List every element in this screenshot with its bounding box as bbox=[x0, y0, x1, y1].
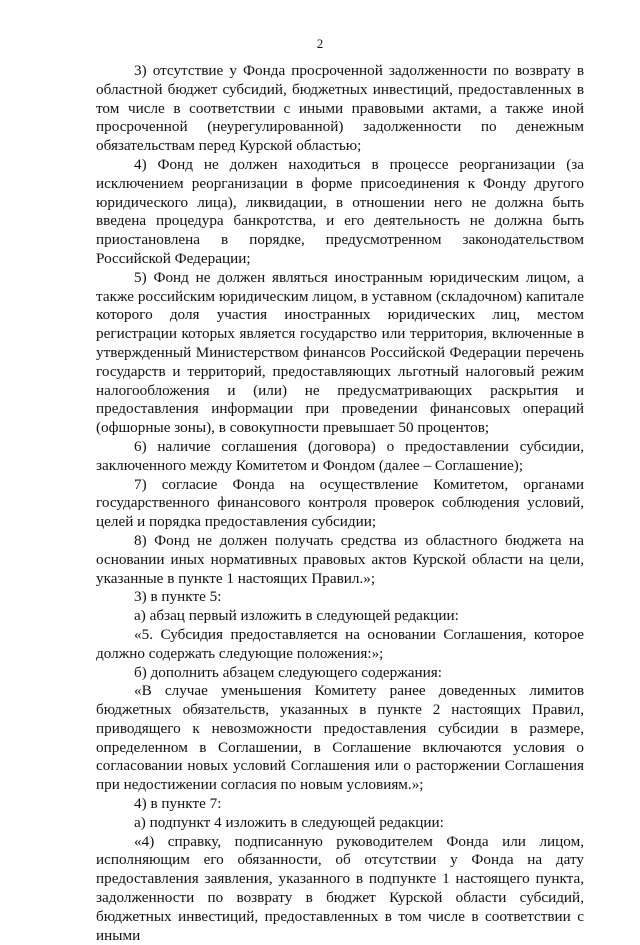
page-number: 2 bbox=[316, 36, 324, 51]
paragraph-amend-5b: б) дополнить абзацем следующего содержания: bbox=[134, 663, 442, 681]
paragraph-item-5-foreign-entity: 5) Фонд не должен являться иностранным юридическим лицом, а также российским юридическим лицом, в уставном (складочном) капитале которого доля участия иностранных юридических лиц, местом регистрации которых является государство или территория, включенные в утвержденный Министерством финансов Российской Федерации перечень государств и территорий, предоставляющих льготный налоговый режим налогообложения и (или) не предусматривающих раскрытия и предоставления информации при проведении финансовых операций (офшорные зоны), в совокупности превышает 50 процентов; bbox=[96, 268, 584, 437]
paragraph-item-3-arrears: 3) отсутствие у Фонда просроченной задолженности по возврату в областной бюджет субсидий, бюджетных инвестиций, предоставленных в том числе в соответствии с иными правовыми актами, а также иной просроченной (неурегулированной) задолженности по денежным обязательствам перед Курской областью; bbox=[96, 62, 584, 155]
document-body bbox=[96, 62, 584, 945]
paragraph-amend-5a: а) абзац первый изложить в следующей редакции: bbox=[134, 607, 459, 625]
paragraph-quote-7-4: «4) справку, подписанную руководителем Фонда или лицом, исполняющим его обязанности, об отсутствии у Фонда на дату предоставления заявления, указанного в подпункте 1 настоящего пункта, задолженности по возврату в бюджет Курской области субсидий, бюджетных инвестиций, предоставленных в том числе в соответствии с иными bbox=[96, 832, 584, 944]
paragraph-quote-5: «5. Субсидия предоставляется на основании Соглашения, которое должно содержать следующие положения:»; bbox=[96, 625, 584, 662]
paragraph-item-7-consent: 7) согласие Фонда на осуществление Комитетом, органами государственного финансового контроля проверок соблюдения условий, целей и порядка предоставления субсидии; bbox=[96, 475, 584, 531]
paragraph-quote-limits: «В случае уменьшения Комитету ранее доведенных лимитов бюджетных обязательств, указанных в пункте 2 настоящих Правил, приводящего к невозможности предоставления субсидии в размере, определенном в Соглашении, в Соглашение включаются условия о согласовании новых условий Соглашения или о расторжении Соглашения при недостижении согласия по новым условиям.»; bbox=[96, 682, 584, 794]
paragraph-amend-point-5: 3) в пункте 5: bbox=[134, 588, 222, 606]
paragraph-item-8-other-funds: 8) Фонд не должен получать средства из областного бюджета на основании иных нормативных правовых актов Курской области на цели, указанные в пункте 1 настоящих Правил.»; bbox=[96, 531, 584, 587]
paragraph-amend-7a: а) подпункт 4 изложить в следующей редакции: bbox=[134, 813, 444, 831]
paragraph-amend-point-7: 4) в пункте 7: bbox=[134, 795, 222, 813]
paragraph-item-6-agreement: 6) наличие соглашения (договора) о предоставлении субсидии, заключенного между Комитетом и Фондом (далее – Соглашение); bbox=[96, 437, 584, 474]
paragraph-item-4-reorganization: 4) Фонд не должен находиться в процессе реорганизации (за исключением реорганизации в форме присоединения к Фонду другого юридического лица), ликвидации, в отношении него не должна быть введена процедура банкротства, и его деятельность не должна быть приостановлена в порядке, предусмотренном законодательством Российской Федерации; bbox=[96, 155, 584, 267]
